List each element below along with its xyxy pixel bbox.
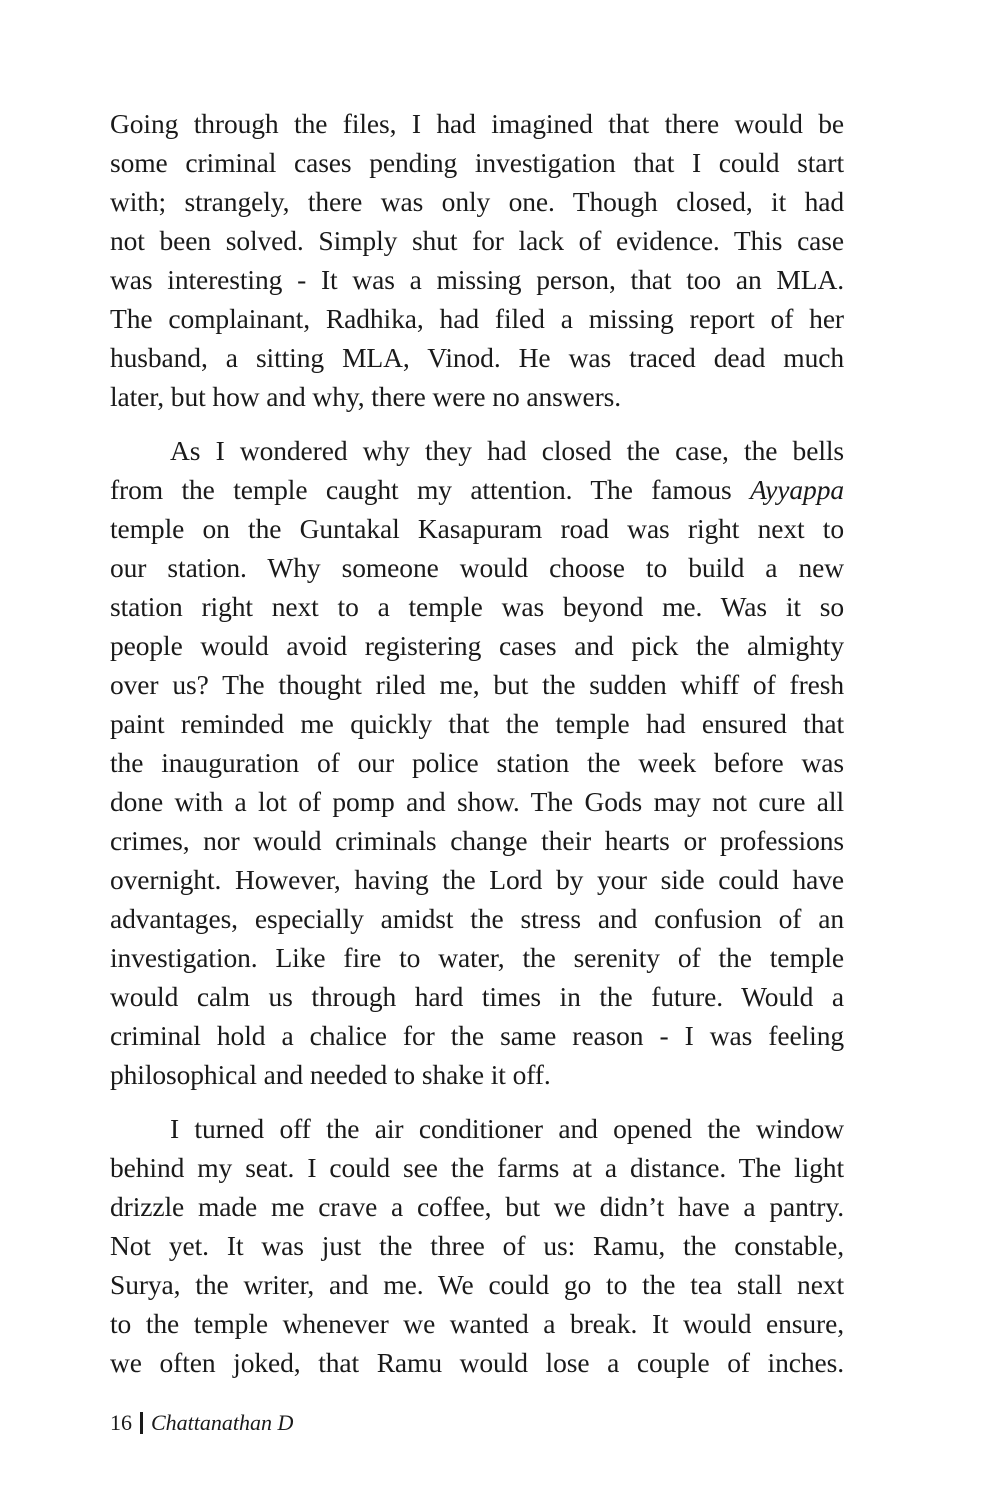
- text-line: station right next to a temple was beyond me. Was it so: [110, 591, 844, 622]
- text-line: overnight. However, having the Lord by your side could have: [110, 864, 844, 895]
- text-line: some criminal cases pending investigation that I could start: [110, 147, 844, 178]
- paragraph-3: [110, 1109, 844, 1382]
- paragraph-2: [110, 431, 844, 1094]
- text-line: investigation. Like fire to water, the serenity of the temple: [110, 942, 844, 973]
- text-line: done with a lot of pomp and show. The Gods may not cure all: [110, 786, 844, 817]
- footer-separator: [140, 1412, 143, 1434]
- text-line: [110, 470, 844, 509]
- text-line: people would avoid registering cases and pick the almighty: [110, 630, 844, 661]
- text-line: with; strangely, there was only one. Though closed, it had: [110, 186, 844, 217]
- text-line: Going through the files, I had imagined that there would be: [110, 108, 844, 139]
- page-footer: [110, 1408, 293, 1438]
- page-body: [110, 104, 844, 1382]
- text-line: I turned off the air conditioner and opened the window: [170, 1113, 844, 1144]
- italic-term: Ayyappa: [750, 474, 844, 505]
- text-line: later, but how and why, there were no answers.: [110, 381, 622, 412]
- text-line: advantages, especially amidst the stress and confusion of an: [110, 903, 844, 934]
- text-line: was interesting - It was a missing person, that too an MLA.: [110, 264, 844, 295]
- text-line: drizzle made me crave a coffee, but we didn’t have a pantry.: [110, 1191, 844, 1222]
- text-line: to the temple whenever we wanted a break. It would ensure,: [110, 1308, 844, 1339]
- text-line: the inauguration of our police station the week before was: [110, 747, 844, 778]
- text-line: not been solved. Simply shut for lack of evidence. This case: [110, 225, 844, 256]
- text-line: over us? The thought riled me, but the sudden whiff of fresh: [110, 669, 844, 700]
- text-line: temple on the Guntakal Kasapuram road was right next to: [110, 513, 844, 544]
- text-line: paint reminded me quickly that the temple had ensured that: [110, 708, 844, 739]
- text-line: our station. Why someone would choose to build a new: [110, 552, 844, 583]
- text-line: crimes, nor would criminals change their hearts or professions: [110, 825, 844, 856]
- text-line: The complainant, Radhika, had filed a missing report of her: [110, 303, 844, 334]
- text-line: behind my seat. I could see the farms at a distance. The light: [110, 1152, 844, 1183]
- text-line: would calm us through hard times in the future. Would a: [110, 981, 844, 1012]
- text-line: husband, a sitting MLA, Vinod. He was traced dead much: [110, 342, 844, 373]
- text-line: Not yet. It was just the three of us: Ramu, the constable,: [110, 1230, 844, 1261]
- text-line: Surya, the writer, and me. We could go to the tea stall next: [110, 1269, 844, 1300]
- text-line: we often joked, that Ramu would lose a couple of inches.: [110, 1347, 844, 1378]
- page-number: 16: [110, 1410, 132, 1435]
- text-line: criminal hold a chalice for the same reason - I was feeling: [110, 1020, 844, 1051]
- text-line: As I wondered why they had closed the case, the bells: [170, 435, 844, 466]
- footer-author: Chattanathan D: [151, 1410, 294, 1435]
- text-line: philosophical and needed to shake it off.: [110, 1059, 551, 1090]
- text-line-segment: from the temple caught my attention. The famous: [110, 474, 750, 505]
- paragraph-1: [110, 104, 844, 416]
